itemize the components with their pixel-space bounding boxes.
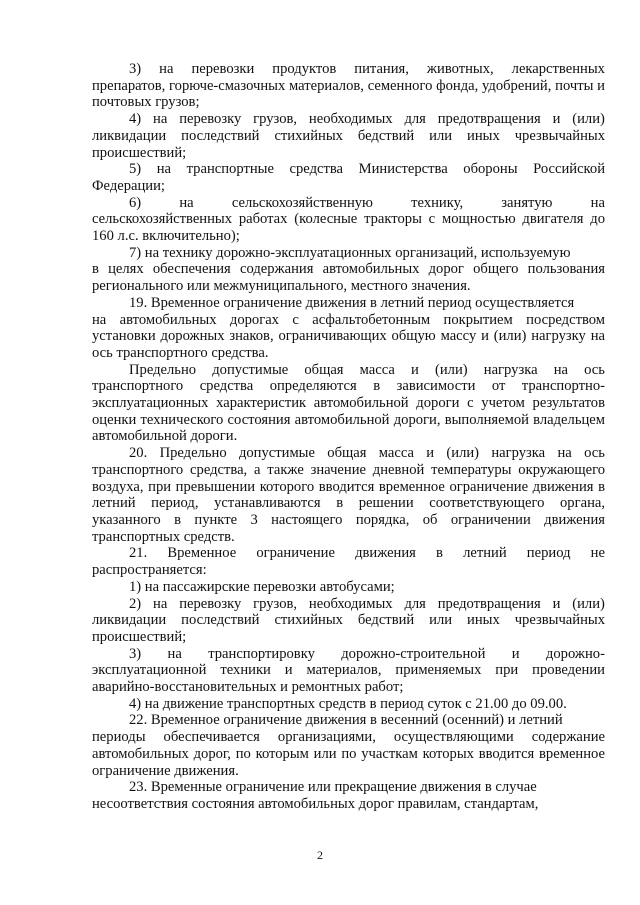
word: на (159, 61, 174, 77)
word: необходимых (308, 595, 393, 612)
paragraph-first-line (92, 362, 605, 379)
word: не (590, 545, 605, 562)
paragraph-p6 (92, 295, 605, 362)
paragraph-first-line (92, 195, 605, 212)
word: для (404, 111, 426, 128)
word: лекарственных (511, 61, 605, 77)
word: обороны (463, 161, 518, 178)
word: на (557, 445, 572, 462)
word: на (590, 194, 605, 211)
word: средства (289, 161, 344, 178)
word: в (436, 545, 443, 562)
word: 4) (129, 111, 142, 128)
paragraph-body: транспортного средства определяются в зависимости от транспортно-эксплуатационных характеристик автомобильной дороги с учетом результатов оценки технического состояния автомобильной дороги, выполняемой владельцем автомобильной дороги. (92, 378, 605, 445)
paragraph-first-line: 19. Временное ограничение движения в летний период осуществляется (129, 294, 575, 311)
word: на (179, 194, 194, 211)
word: предотвращения (437, 111, 541, 128)
paragraph-p3 (92, 161, 605, 194)
paragraph-p8 (92, 445, 605, 545)
word: масса (378, 445, 414, 462)
word: продуктов (272, 61, 337, 77)
word: занятую (501, 194, 553, 211)
word: общая (304, 361, 344, 378)
word: допустимые (238, 445, 315, 462)
word: предотвращения (437, 595, 541, 612)
paragraph-p1 (92, 61, 605, 111)
word: грузов, (253, 595, 298, 612)
paragraph-p4 (92, 195, 605, 245)
word: грузов, (253, 111, 298, 128)
word: на (167, 645, 182, 662)
word: на (553, 361, 568, 378)
word: нагрузка (491, 445, 546, 462)
page-number: 2 (317, 848, 323, 862)
paragraph-body: ликвидации последствий стихийных бедствий или иных чрезвычайных происшествий; (92, 127, 605, 161)
paragraph-body: транспортного средства, а также значение дневной температуры окружающего воздуха, при превышении которого вводится временное ограничение движения в летний период, устанавливаются в решении соответствующего органа, указанного в пункте 3 настоящего порядка, об ограничении движения транспортных средств. (92, 461, 605, 545)
word: сельскохозяйственную (231, 194, 373, 211)
document-page (92, 61, 605, 813)
paragraph-p12 (92, 646, 605, 696)
word: 2) (129, 595, 142, 612)
paragraph-first-line (92, 646, 605, 663)
word: ось (584, 445, 605, 462)
paragraph-body: на автомобильных дорогах с асфальтобетонным покрытием посредством установки дорожных знаков, ограничивающих общую массу и (или) нагрузку на ось транспортного средства. (92, 311, 605, 361)
word: 3) (129, 645, 142, 662)
paragraph-p9 (92, 545, 605, 578)
word: необходимых (308, 111, 393, 128)
word: животных, (426, 61, 494, 77)
word: Предельно (159, 445, 227, 462)
paragraph-body: ликвидации последствий стихийных бедствий или иных чрезвычайных происшествий; (92, 612, 605, 645)
word: перевозку (179, 595, 242, 612)
paragraph-p2 (92, 111, 605, 161)
word: дорожно-строительной (341, 645, 486, 662)
word: ограничение (256, 545, 335, 562)
paragraph-first-line: 23. Временные ограничение или прекращение движения в случае (129, 779, 537, 796)
word: Министерства (358, 161, 448, 178)
paragraph-first-line (92, 596, 605, 613)
word: летний (463, 545, 507, 562)
paragraph-body: Федерации; (92, 177, 165, 194)
word: период (526, 545, 571, 562)
word: на (153, 595, 168, 612)
word: общая (327, 445, 367, 462)
word: 21. (129, 545, 148, 562)
paragraph-body: препаратов, горюче-смазочных материалов, семенного фонда, удобрений, почты и почтовых грузов; (92, 77, 605, 111)
word: (или) (435, 361, 468, 378)
paragraph-body: эксплуатационной техники и материалов, применяемых при проведении аварийно-восстановительных и ремонтных работ; (92, 662, 605, 696)
word: на (153, 111, 168, 128)
word: 20. (129, 445, 148, 462)
word: ось (584, 361, 605, 378)
paragraph-p15 (92, 779, 605, 812)
paragraph-body: в целях обеспечения содержания автомобильных дорог общего пользования регионального или межмуниципального, местного значения. (92, 261, 605, 295)
word: транспортировку (208, 645, 315, 662)
paragraph-body: распространяется: (92, 562, 207, 579)
word: технику, (411, 194, 464, 211)
paragraph-p14 (92, 712, 605, 779)
word: дорожно- (545, 645, 605, 662)
word: Временное (167, 545, 237, 562)
paragraph-p13 (92, 696, 605, 713)
paragraph-body: несоответствия состояния автомобильных дорог правилам, стандартам, (92, 795, 539, 812)
paragraph-first-line (92, 111, 605, 128)
word: перевозку (179, 111, 242, 128)
word: (или) (572, 111, 605, 128)
paragraph-body: сельскохозяйственных работах (колесные тракторы с мощностью двигателя до 160 л.с. включительно); (92, 211, 605, 245)
word: перевозки (191, 61, 255, 77)
word: для (404, 595, 426, 612)
paragraph-first-line (92, 61, 605, 78)
paragraph-p7 (92, 362, 605, 446)
word: 3) (129, 61, 142, 77)
word: и (511, 645, 520, 662)
paragraph-first-line (92, 545, 605, 562)
word: и (552, 111, 561, 128)
word: Предельно (129, 361, 197, 378)
paragraph-p11 (92, 596, 605, 646)
word: питания, (354, 61, 409, 77)
word: допустимые (212, 361, 289, 378)
paragraph-p10 (92, 579, 605, 596)
word: (или) (446, 445, 480, 462)
word: движения (355, 545, 416, 562)
paragraph-first-line (92, 161, 605, 178)
paragraph-p5 (92, 245, 605, 295)
paragraph-first-line: 7) на технику дорожно-эксплуатационных организаций, используемую (129, 244, 571, 261)
paragraph-first-line: 1) на пассажирские перевозки автобусами; (129, 578, 395, 595)
word: на (156, 161, 172, 178)
paragraph-first-line: 22. Временное ограничение движения в весенний (осенний) и летний (129, 712, 563, 729)
paragraph-body: периоды обеспечивается организациями, осуществляющими содержание автомобильных дорог, по которым или по участкам которых вводится временное ограничение движения. (92, 729, 605, 779)
word: нагрузка (483, 361, 538, 378)
word: масса (359, 361, 395, 378)
word: и (411, 361, 419, 378)
word: Российской (533, 161, 605, 178)
word: и (426, 445, 435, 462)
word: (или) (572, 595, 605, 612)
paragraph-first-line: 4) на движение транспортных средств в период суток с 21.00 до 09.00. (129, 695, 567, 712)
word: 5) (129, 161, 142, 178)
word: транспортные (186, 161, 274, 178)
word: 6) (129, 194, 142, 211)
paragraph-first-line (92, 445, 605, 462)
word: и (552, 595, 561, 612)
